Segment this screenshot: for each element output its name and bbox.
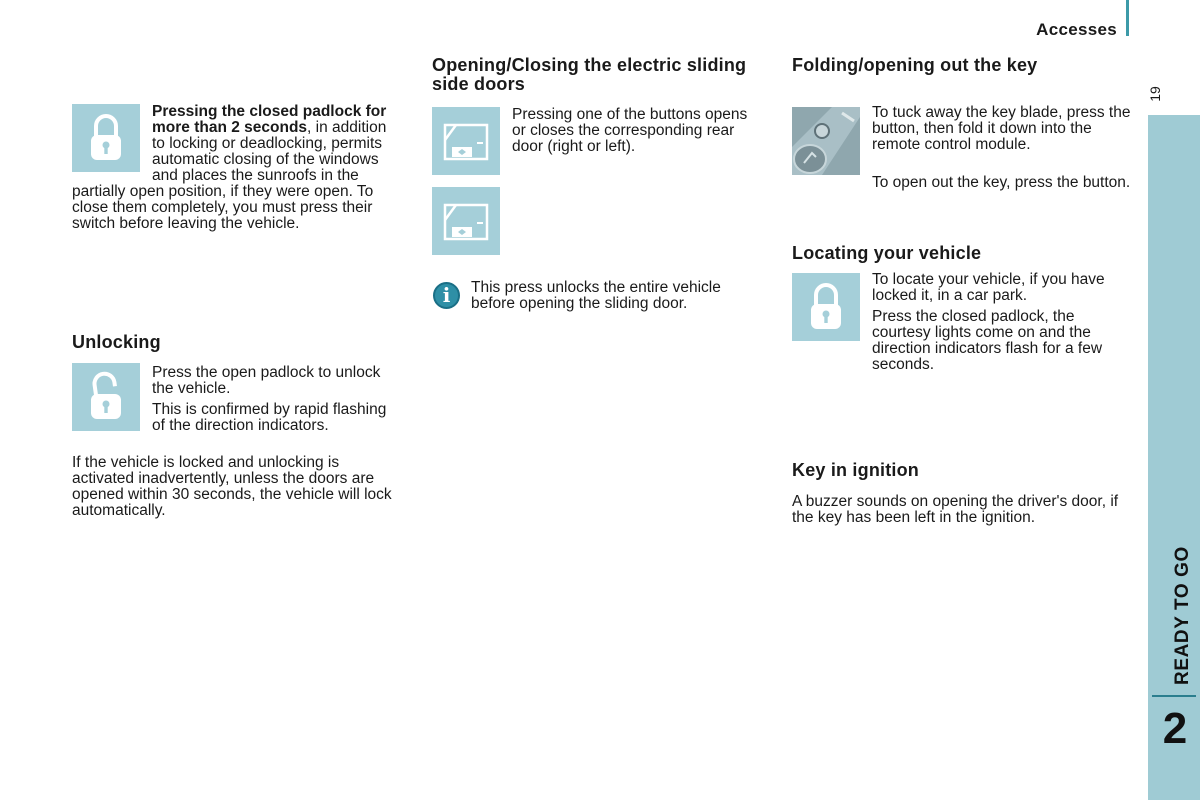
- key-folding-heading: Folding/opening out the key: [792, 55, 1038, 75]
- chapter-number: 2: [1162, 704, 1188, 753]
- key-folding-p2: To open out the key, press the button.: [872, 174, 1131, 191]
- unlocking-p2: This is confirmed by rapid flashing of the direction indicators.: [152, 401, 387, 434]
- locating-p2: Press the closed padlock, the courtesy lights come on and the direction indicators flash for a few seconds.: [872, 308, 1103, 373]
- chapter-tab-rule: [1152, 695, 1196, 697]
- sliding-doors-p1: Pressing one of the buttons opens or closes the corresponding rear door (right or left).: [512, 106, 748, 155]
- unlocking-p3: If the vehicle is locked and unlocking is activated inadvertently, unless the doors are opened within 30 seconds, the vehicle will lock automatically.: [72, 454, 392, 519]
- key-fold-button-photo: [792, 107, 860, 175]
- closed-padlock-icon: [72, 104, 140, 172]
- info-icon: i: [433, 282, 460, 309]
- left-sliding-door-icon: [432, 187, 500, 255]
- ignition-heading: Key in ignition: [792, 460, 919, 480]
- page-number: 19: [1147, 86, 1163, 102]
- sliding-doors-info: This press unlocks the entire vehicle before opening the sliding door.: [471, 279, 721, 312]
- locating-heading: Locating your vehicle: [792, 243, 982, 263]
- sliding-doors-heading: Opening/Closing the electric sliding side doors: [432, 55, 747, 94]
- header-title: Accesses: [1036, 20, 1117, 39]
- ignition-p1: A buzzer sounds on opening the driver's door, if the key has been left in the ignition.: [792, 493, 1119, 526]
- locate-padlock-icon: [792, 273, 860, 341]
- unlocking-heading: Unlocking: [72, 332, 161, 352]
- unlocking-p1: Press the open padlock to unlock the vehicle.: [152, 364, 381, 397]
- chapter-side-tab: [1148, 115, 1200, 800]
- locking-section: [72, 104, 397, 232]
- header-rule: [1126, 0, 1129, 36]
- right-sliding-door-icon: [432, 107, 500, 175]
- key-folding-p1: To tuck away the key blade, press the button, then fold it down into the remote control module.: [872, 104, 1131, 153]
- locking-bold-text: Pressing the closed padlock for more than 2 seconds: [152, 103, 387, 136]
- open-padlock-icon: [72, 363, 140, 431]
- locking-text: , in addition to locking or deadlocking, permits automatic closing of the windows and places the sunroofs in the partially open position, if they were open. To close them completely, you must press their switch before leaving the vehicle.: [72, 119, 387, 232]
- locating-p1: To locate your vehicle, if you have locked it, in a car park.: [872, 271, 1105, 304]
- chapter-label: READY TO GO: [1172, 546, 1193, 685]
